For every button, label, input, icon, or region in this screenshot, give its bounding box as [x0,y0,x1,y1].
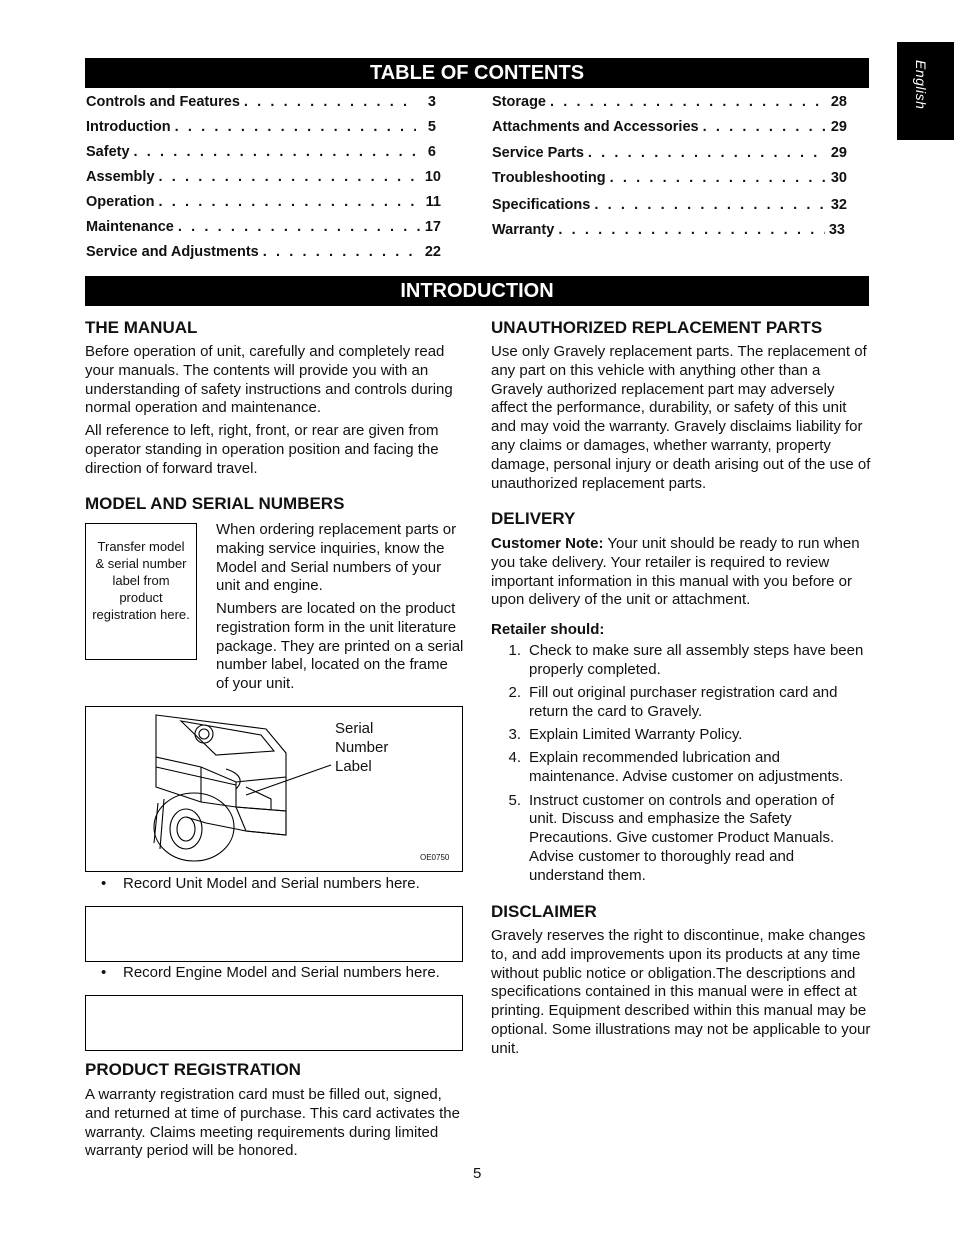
list-item-text: Explain Limited Warranty Policy. [529,726,743,744]
toc-entry-label: Warranty [492,222,555,238]
list-item-text: Instruct customer on controls and operation of unit. Discuss and emphasize the Safety Precautions. Give customer Product Manuals. Advise customer to thoroughly read and understand them. [529,791,835,884]
toc-entry-page: 11 [425,194,441,210]
list-item-number: 4. [508,749,521,767]
serial-label-figure [85,706,463,872]
intro-title: INTRODUCTION [400,280,554,302]
toc-entry-label: Operation [86,194,155,210]
toc-entry-page: 5 [427,119,436,135]
language-tab [897,42,954,140]
label-transfer-box [85,523,197,660]
toc-entry-label: Specifications [492,197,591,213]
disclaimer-heading: DISCLAIMER [491,902,597,921]
customer-note-text: Your unit should be ready to run when you take delivery. Your retailer is required to review important information in this manual with you before or upon delivery of the unit or attachment. [491,535,860,609]
toc-entry[interactable] [492,94,847,110]
toc-entry[interactable] [86,194,441,210]
toc-entry-page: 30 [830,170,847,186]
toc-entry-label: Troubleshooting [492,170,606,186]
toc-entry-label: Attachments and Accessories [492,119,699,135]
toc-entry-page: 28 [830,94,847,110]
list-item-number: 5. [508,791,521,809]
toc-entry[interactable] [492,119,847,135]
product-registration-heading: PRODUCT REGISTRATION [85,1060,301,1079]
toc-entry-page: 22 [424,244,441,260]
toc-entry[interactable] [492,197,847,213]
toc-title-bar [85,58,869,88]
toc-entry-label: Service Parts [492,145,584,161]
record-engine-text: Record Engine Model and Serial numbers here. [123,964,440,981]
the-manual-paragraph-1: Before operation of unit, carefully and completely read your manuals. The contents will provide you with an understanding of safety instructions and controls during normal operation and maintenance. [85,343,453,417]
toc-entry[interactable] [86,119,436,135]
toc-entry-page: 3 [427,94,436,110]
list-item-number: 1. [508,642,521,659]
toc-entry[interactable] [492,222,845,238]
engine-serial-entry-box[interactable] [85,995,463,1051]
toc-entry-page: 32 [830,197,847,213]
the-manual-heading: THE MANUAL [85,318,198,337]
toc-entry-label: Assembly [86,169,155,185]
toc-entry[interactable] [492,145,847,161]
toc-entry-label: Storage [492,94,546,110]
record-engine-bullet [85,964,440,981]
serial-number-callout: Serial Number Label [335,720,389,775]
model-serial-paragraph-2: Numbers are located on the product registration form in the unit literature package. They are printed on a serial number label, located on the frame of your unit. [216,600,464,693]
toc-entry-label: Maintenance [86,219,174,235]
unit-serial-entry-box[interactable] [85,906,463,962]
record-unit-bullet [85,875,420,892]
retailer-should-heading: Retailer should: [491,621,605,638]
list-item-text: Check to make sure all assembly steps have been properly completed. [529,642,864,678]
product-registration-paragraph: A warranty registration card must be filled out, signed, and returned at time of purchase. This card activates the warranty. Claims meeting requirements during limited warranty period will be honored. [85,1086,460,1160]
intro-title-bar [85,276,869,306]
toc-entry[interactable] [86,94,436,110]
unauthorized-parts-paragraph: Use only Gravely replacement parts. The replacement of any part on this vehicle with anything other than a Gravely authorized replacement part may adversely affect the performance, durability, or safety of this unit and may void the warranty. Gravely disclaims liability for any claims or damages, whether warranty, property damage, personal injury or death arising out of the use of unauthorized replacement parts. [491,343,871,492]
toc-entry-label: Introduction [86,119,171,135]
model-serial-heading: MODEL AND SERIAL NUMBERS [85,494,345,513]
toc-entry-label: Controls and Features [86,94,240,110]
toc-entry[interactable] [492,170,847,186]
toc-entry-page: 17 [424,219,441,235]
bullet-icon: • [101,875,107,892]
list-item [491,749,866,787]
list-item [491,684,866,722]
toc-entry-page: 29 [830,145,847,161]
bullet-icon: • [101,964,107,981]
customer-note-label: Customer Note: [491,535,604,552]
mower-illustration [86,707,462,871]
toc-entry-page: 33 [828,222,845,238]
record-unit-text: Record Unit Model and Serial numbers here. [123,875,420,892]
retailer-steps-list [491,642,866,890]
model-serial-paragraph-1: When ordering replacement parts or making service inquiries, know the Model and Serial numbers of your unit and engine. [216,521,457,595]
delivery-customer-note [491,535,871,610]
toc-entry-page: 29 [830,119,847,135]
list-item [491,642,866,680]
list-item [491,792,866,886]
disclaimer-paragraph: Gravely reserves the right to discontinue, make changes to, and add improvements upon its products at any time without public notice or obligation.The descriptions and specifications contained in this manual were in effect at printing. Equipment described within this manual may be optional. Some illustrations may not be applicable to your unit. [491,927,871,1057]
figure-code: OE0750 [420,853,450,862]
delivery-heading: DELIVERY [491,509,576,528]
toc-entry-page: 10 [424,169,441,185]
label-transfer-text: Transfer model & serial number label from product registration here. [92,539,190,622]
the-manual-paragraph-2: All reference to left, right, front, or rear are given from operator standing in operation position and facing the direction of forward travel. [85,422,439,477]
toc-title: TABLE OF CONTENTS [369,62,585,84]
toc-entry[interactable] [86,169,441,185]
list-item [491,726,866,745]
toc-entry-label: Safety [86,144,130,160]
toc-entry[interactable] [86,244,441,260]
list-item-text: Explain recommended lubrication and maintenance. Advise customer on adjustments. [529,749,844,786]
toc-entry[interactable] [86,219,441,235]
unauthorized-parts-heading: UNAUTHORIZED REPLACEMENT PARTS [491,318,823,337]
language-label: English [913,60,929,110]
list-item-number: 2. [508,684,521,702]
toc-entry-label: Service and Adjustments [86,244,259,260]
list-item-text: Fill out original purchaser registration card and return the card to Gravely. [529,684,838,720]
toc-entry[interactable] [86,144,436,160]
toc-entry-page: 6 [427,144,436,160]
list-item-number: 3. [508,726,521,744]
page-number: 5 [473,1165,482,1182]
